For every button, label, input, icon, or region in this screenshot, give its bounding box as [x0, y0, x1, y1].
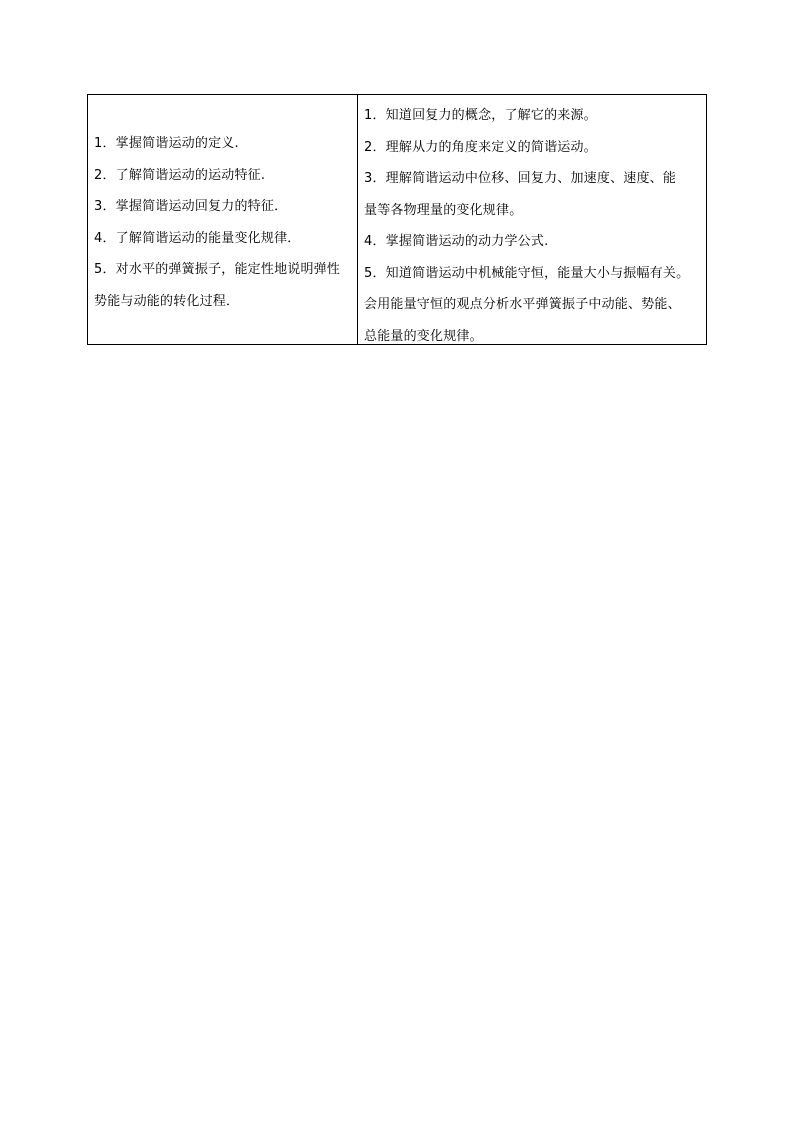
right-line-2: 2．理解从力的角度来定义的简谐运动。 — [364, 139, 597, 155]
left-line-6: 势能与动能的转化过程． — [94, 293, 240, 309]
right-column-cell — [358, 95, 706, 344]
left-line-3: 3．掌握简谐运动回复力的特征． — [94, 199, 288, 214]
left-line-2: 2．了解简谐运动的运动特征. — [94, 167, 266, 183]
left-line-4: 4．了解简谐运动的能量变化规律． — [94, 230, 301, 246]
right-line-3: 3．理解简谐运动中位移、回复力、加速度、速度、能 — [364, 171, 677, 186]
right-line-4: 量等各物理量的变化规律。 — [364, 202, 523, 218]
objectives-table — [87, 94, 707, 345]
left-line-5: 5．对水平的弹簧振子，能定性地说明弹性 — [94, 262, 341, 277]
left-column-cell — [88, 95, 358, 344]
right-line-5: 4．掌握简谐运动的动力学公式. — [364, 234, 549, 249]
right-line-8: 总能量的变化规律。 — [364, 328, 483, 344]
left-line-1: 1．掌握简谐运动的定义. — [94, 136, 239, 151]
right-line-1: 1．知道回复力的概念，了解它的来源。 — [364, 108, 597, 123]
right-line-6: 5．知道简谐运动中机械能守恒，能量大小与振幅有关。 — [364, 265, 690, 281]
right-line-7: 会用能量守恒的观点分析水平弹簧振子中动能、势能、 — [364, 297, 681, 312]
